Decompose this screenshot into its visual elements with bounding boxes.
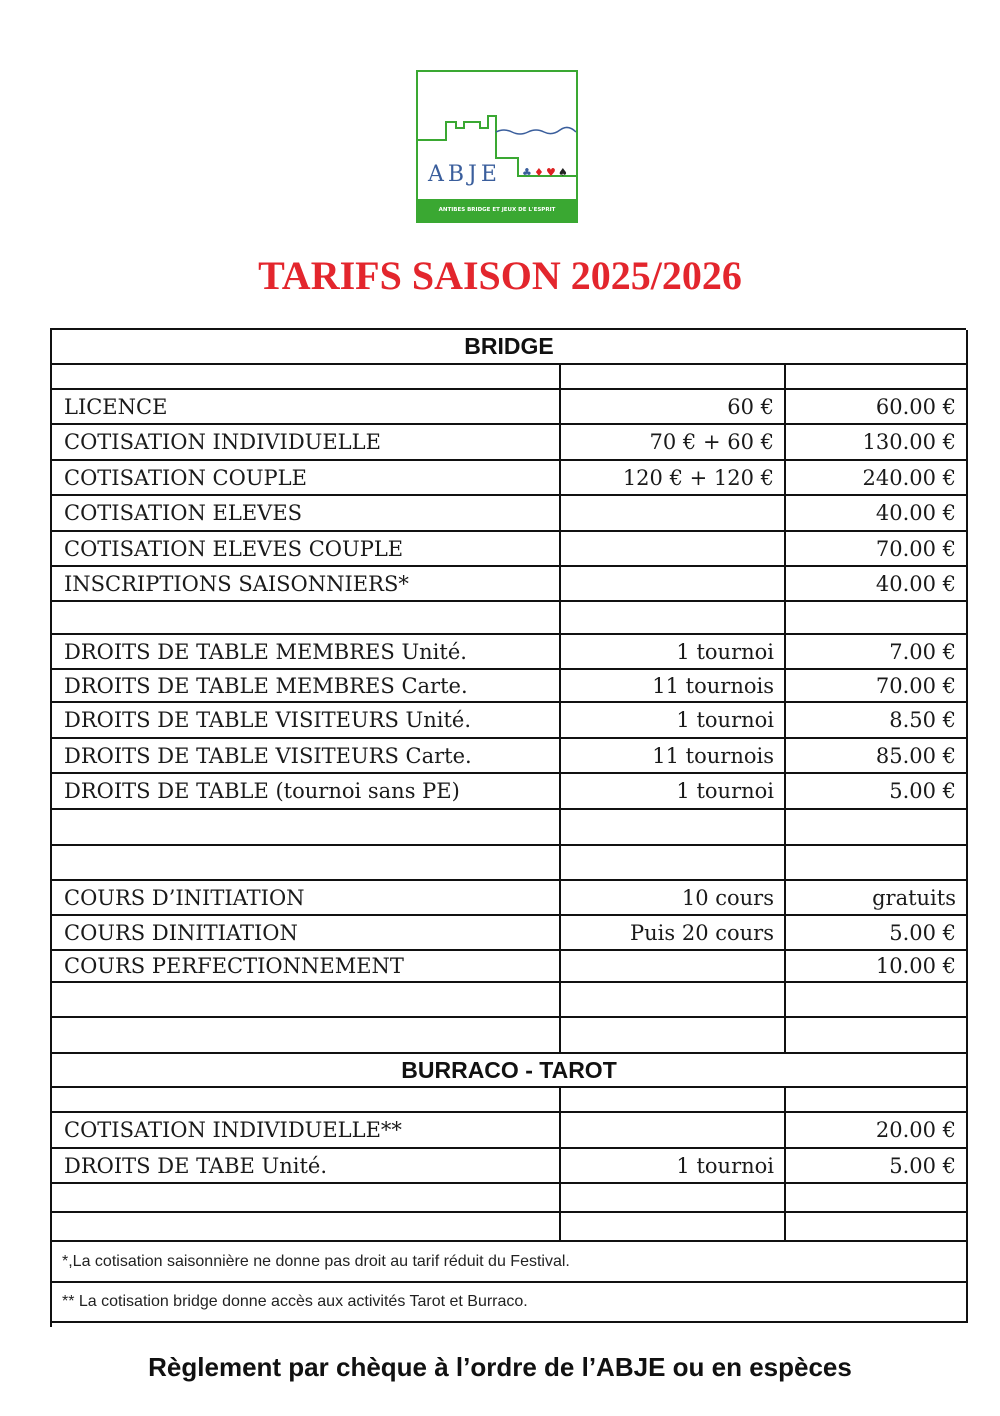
- svg-text:♣: ♣: [522, 166, 532, 179]
- empty-cell: [52, 1184, 561, 1213]
- row-detail: 60 €: [561, 390, 786, 425]
- empty-cell: [561, 1184, 786, 1213]
- row-detail: 70 € + 60 €: [561, 425, 786, 461]
- row-label: COTISATION INDIVIDUELLE**: [52, 1113, 561, 1149]
- row-price: 60.00 €: [786, 390, 968, 425]
- row-detail: 11 tournois: [561, 739, 786, 774]
- row-label: COTISATION ELEVES COUPLE: [52, 532, 561, 567]
- row-detail: 120 € + 120 €: [561, 461, 786, 496]
- empty-cell: [786, 1184, 968, 1213]
- row-price: 5.00 €: [786, 1149, 968, 1184]
- card-suits-icon: [522, 166, 568, 179]
- row-detail: 1 tournoi: [561, 635, 786, 670]
- empty-cell: [52, 846, 561, 881]
- row-detail: 1 tournoi: [561, 1149, 786, 1184]
- row-label: COTISATION ELEVES: [52, 496, 561, 532]
- row-label: LICENCE: [52, 390, 561, 425]
- empty-cell: [561, 1018, 786, 1054]
- row-price: 10.00 €: [786, 951, 968, 983]
- empty-cell: [561, 983, 786, 1018]
- row-label: INSCRIPTIONS SAISONNIERS*: [52, 567, 561, 602]
- empty-cell: [561, 1213, 786, 1242]
- row-label: COURS PERFECTIONNEMENT: [52, 951, 561, 983]
- svg-text:♠: ♠: [558, 166, 568, 179]
- row-price: 130.00 €: [786, 425, 968, 461]
- logo-name: ABJE: [428, 162, 501, 187]
- page-title: TARIFS SAISON 2025/2026: [258, 253, 742, 298]
- empty-cell: [561, 1088, 786, 1113]
- svg-text:♥: ♥: [546, 166, 556, 179]
- row-detail: 1 tournoi: [561, 703, 786, 739]
- row-label: DROITS DE TABLE VISITEURS Unité.: [52, 703, 561, 739]
- empty-cell: [52, 1088, 561, 1113]
- row-price: 20.00 €: [786, 1113, 968, 1149]
- row-detail: Puis 20 cours: [561, 916, 786, 951]
- row-price: 5.00 €: [786, 916, 968, 951]
- row-price: 40.00 €: [786, 496, 968, 532]
- empty-cell: [561, 810, 786, 846]
- empty-cell: [786, 1018, 968, 1054]
- payment-note: Règlement par chèque à l’ordre de l’ABJE ou en espèces: [148, 1352, 852, 1382]
- footnote: ** La cotisation bridge donne accès aux activités Tarot et Burraco.: [52, 1283, 968, 1323]
- row-price: 5.00 €: [786, 774, 968, 810]
- row-detail: 11 tournois: [561, 670, 786, 703]
- row-price: 240.00 €: [786, 461, 968, 496]
- empty-cell: [786, 983, 968, 1018]
- empty-cell: [52, 602, 561, 635]
- empty-cell: [786, 602, 968, 635]
- footnote: *,La cotisation saisonnière ne donne pas droit au tarif réduit du Festival.: [52, 1242, 968, 1283]
- row-label: COURS DINITIATION: [52, 916, 561, 951]
- row-price: 8.50 €: [786, 703, 968, 739]
- row-detail: [561, 1113, 786, 1149]
- row-label: DROITS DE TABLE MEMBRES Carte.: [52, 670, 561, 703]
- abje-logo: [416, 70, 578, 223]
- logo-tagline: ANTIBES BRIDGE ET JEUX DE L'ESPRIT: [418, 199, 576, 221]
- row-price: 70.00 €: [786, 532, 968, 567]
- row-price: 70.00 €: [786, 670, 968, 703]
- empty-cell: [786, 846, 968, 881]
- section-header-bridge: BRIDGE: [52, 330, 968, 365]
- row-price: 40.00 €: [786, 567, 968, 602]
- row-price: 85.00 €: [786, 739, 968, 774]
- row-detail: [561, 532, 786, 567]
- empty-cell: [52, 1018, 561, 1054]
- tariff-table: [50, 328, 966, 1327]
- empty-cell: [52, 365, 561, 390]
- empty-cell: [561, 602, 786, 635]
- empty-cell: [786, 365, 968, 390]
- row-label: COTISATION INDIVIDUELLE: [52, 425, 561, 461]
- row-detail: [561, 496, 786, 532]
- empty-cell: [786, 1213, 968, 1242]
- row-label: DROITS DE TABLE (tournoi sans PE): [52, 774, 561, 810]
- row-label: COTISATION COUPLE: [52, 461, 561, 496]
- row-detail: [561, 951, 786, 983]
- row-label: DROITS DE TABLE MEMBRES Unité.: [52, 635, 561, 670]
- row-detail: 1 tournoi: [561, 774, 786, 810]
- empty-cell: [52, 810, 561, 846]
- row-label: DROITS DE TABE Unité.: [52, 1149, 561, 1184]
- empty-cell: [52, 1213, 561, 1242]
- row-price: 7.00 €: [786, 635, 968, 670]
- empty-cell: [52, 983, 561, 1018]
- row-detail: 10 cours: [561, 881, 786, 916]
- row-price: gratuits: [786, 881, 968, 916]
- row-label: COURS D’INITIATION: [52, 881, 561, 916]
- empty-cell: [786, 810, 968, 846]
- section-header-burraco-tarot: BURRACO - TAROT: [52, 1054, 968, 1088]
- empty-cell: [786, 1088, 968, 1113]
- row-detail: [561, 567, 786, 602]
- empty-cell: [561, 846, 786, 881]
- empty-cell: [561, 365, 786, 390]
- row-label: DROITS DE TABLE VISITEURS Carte.: [52, 739, 561, 774]
- svg-text:♦: ♦: [534, 166, 544, 179]
